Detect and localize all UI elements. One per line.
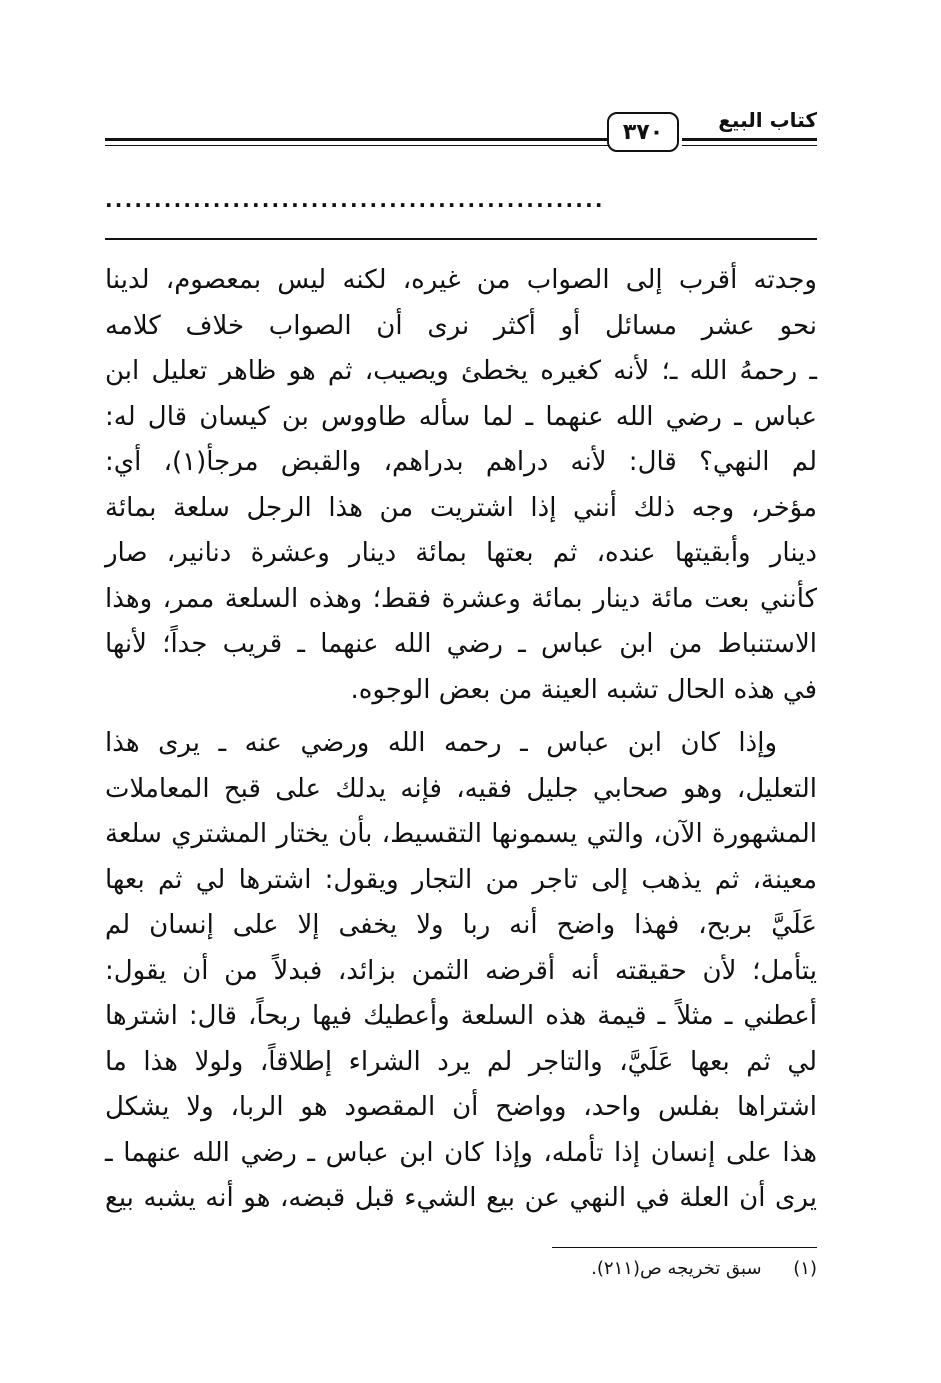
text-line: عباس ـ رضي الله عنهما ـ لما سأله طاووس بن كيسان قال له: (105, 401, 817, 432)
page-number: ٣٧٠ (607, 112, 679, 152)
dotted-separator: ................................................... (105, 188, 605, 212)
text-line: وجدته أقرب إلى الصواب من غيره، لكنه ليس بمعصوم، لدينا (105, 265, 817, 295)
text-line: كأنني بعت مائة دينار بمائة وعشرة فقط؛ وهذه السلعة ممر، وهذا (105, 583, 817, 614)
header-rule-left-thin (105, 145, 609, 146)
text-line: دينار وأبقيتها عنده، ثم بعتها بمائة دينار وعشرة دنانير، صار (105, 538, 817, 568)
text-line: عَلَيَّ بربح، فهذا واضح أنه ربا ولا يخفى إلا على إنسان لم (105, 910, 817, 940)
text-line: يرى أن العلة في النهي عن بيع الشيء قبل قبضه، هو أنه يشبه بيع (105, 1183, 817, 1213)
header-rule-right-thick (682, 138, 817, 141)
text-line: ـ رحمهُ الله ـ؛ لأنه كغيره يخطئ ويصيب، ثم هو ظاهر تعليل ابن (105, 356, 817, 386)
text-line: لي ثم بعها عَلَيَّ، والتاجر لم يرد الشراء إطلاقاً، ولولا هذا ما (105, 1046, 817, 1077)
main-text (105, 258, 817, 1222)
text-line: أعطني ـ مثلاً ـ قيمة هذه السلعة وأعطيك فيها ربحاً، قال: اشترها (105, 1001, 817, 1031)
page-header (105, 100, 817, 160)
footnote-text: سبق تخريجه ص(٢١١). (591, 1258, 762, 1279)
text-line: وإذا كان ابن عباس ـ رحمه الله ورضي عنه ـ يرى هذا (105, 728, 777, 758)
text-line: لم النهي؟ قال: لأنه دراهم بدراهم، والقبض مرجأ(١)، أي: (105, 447, 818, 477)
text-line: يتأمل؛ لأن حقيقته أنه أقرضه الثمن بزائد، فبدلاً من أن يقول: (105, 955, 817, 986)
footnote-rule (552, 1247, 817, 1248)
footnote-number: (١) (793, 1258, 817, 1279)
footnote (591, 1258, 817, 1279)
text-line: اشتراها بفلس واحد، وواضح أن المقصود هو الربا، ولا يشكل (105, 1092, 817, 1122)
text-line: التعليل، وهو صحابي جليل فقيه، فإنه يدلك على قبح المعاملات (105, 773, 817, 804)
text-line: مؤخر، وجه ذلك أنني إذا اشتريت من هذا الرجل سلعة بمائة (105, 492, 817, 523)
text-line: معينة، ثم يذهب إلى تاجر من التجار ويقول: اشترها لي ثم بعها (105, 864, 817, 895)
text-line: الاستنباط من ابن عباس ـ رضي الله عنهما ـ قريب جداً؛ لأنها (105, 629, 817, 659)
text-line: في هذه الحال تشبه العينة من بعض الوجوه. (350, 674, 817, 705)
text-line: هذا على إنسان إذا تأمله، وإذا كان ابن عباس ـ رضي الله عنهما ـ (105, 1137, 817, 1168)
section-rule (105, 238, 817, 240)
running-title: كتاب البيع (718, 108, 817, 132)
header-rule-right-thin (682, 145, 817, 146)
text-line: المشهورة الآن، والتي يسمونها التقسيط، بأن يختار المشتري سلعة (105, 819, 817, 849)
header-rule-left-thick (105, 138, 609, 141)
text-line: نحو عشر مسائل أو أكثر نرى أن الصواب خلاف كلامه (105, 310, 817, 341)
